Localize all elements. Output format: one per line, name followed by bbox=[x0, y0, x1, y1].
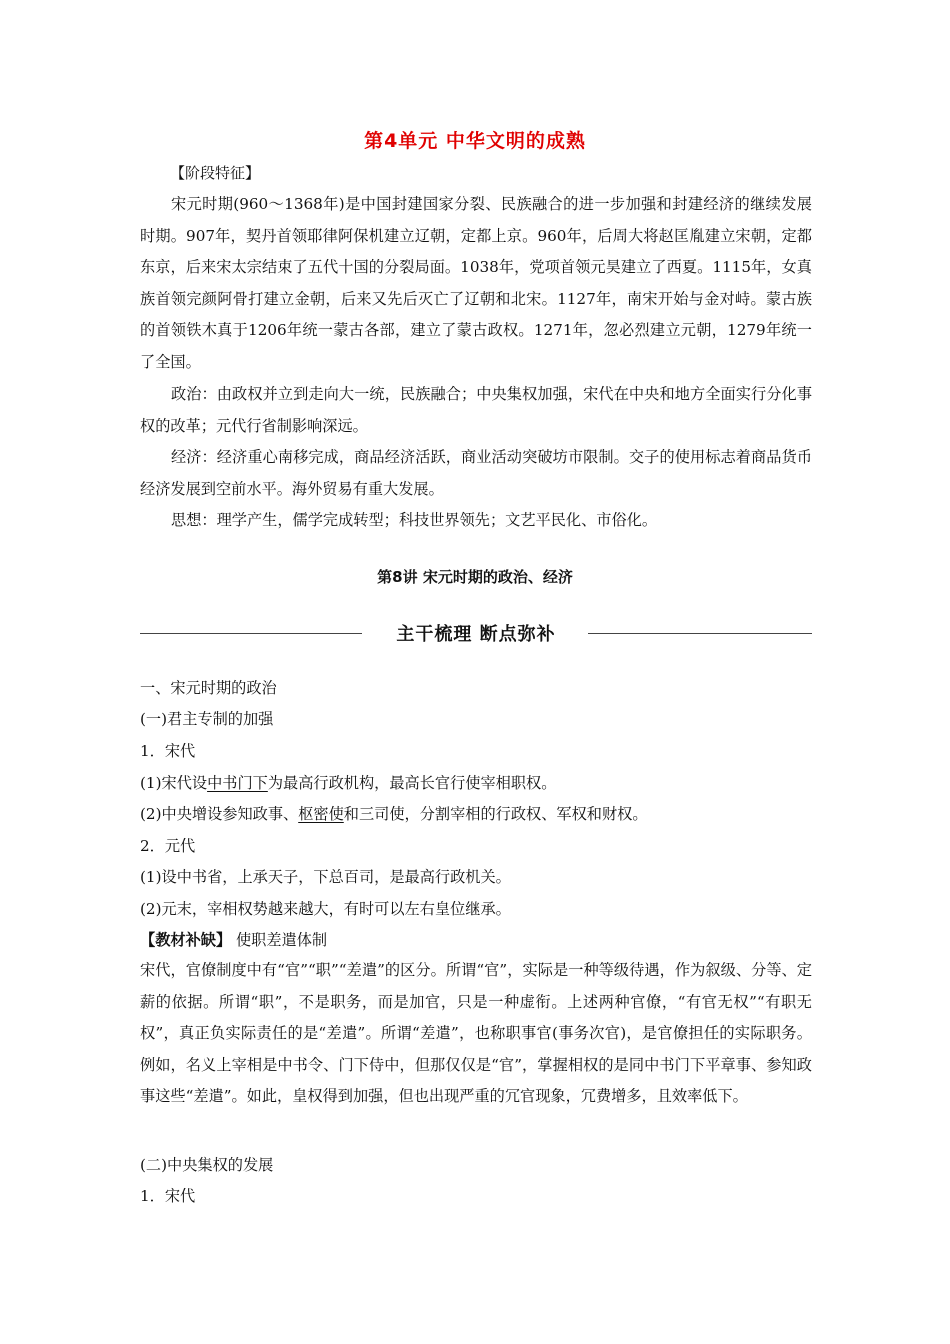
banner-rule-right bbox=[588, 633, 812, 634]
heading-centralization: (二)中央集权的发展 bbox=[140, 1156, 274, 1174]
lecture-title: 第8讲 宋元时期的政治、经济 bbox=[377, 568, 573, 586]
heading-song-b: 1．宋代 bbox=[140, 1187, 196, 1205]
text: 和三司使，分割宰相的行政权、军权和财权。 bbox=[343, 805, 648, 823]
list-item-yuan-2: (2)元末，宰相权势越来越大，有时可以左右皇位继承。 bbox=[140, 900, 511, 918]
intro-paragraph: 宋元时期(960～1368年)是中国封建国家分裂、民族融合的进一步加强和封建经济的继续发展时期。907年，契丹首领耶律阿保机建立辽朝，定都上京。960年，后周大将赵匡胤建立宋朝，定都东京，后来宋太宗结束了五代十国的分裂局面。1038年，党项首领元昊建立了西夏。1115年，女真族首领完颜阿骨打建立金朝，后来又先后灭亡了辽朝和北宋。1127年，南宋开始与金对峙。蒙古族的首领铁木真于1206年统一蒙古各部，建立了蒙古政权。1271年，忽必烈建立元朝，1279年统一了全国。 bbox=[140, 195, 812, 371]
key-term: 中书门下 bbox=[207, 774, 268, 792]
section-banner bbox=[140, 620, 812, 648]
key-term: 枢密使 bbox=[298, 805, 344, 823]
supplement-heading bbox=[140, 929, 327, 950]
unit-title: 第4单元 中华文明的成熟 bbox=[364, 130, 586, 152]
text: (2)中央增设参知政事、 bbox=[140, 805, 299, 823]
supplement-title: 使职差遣体制 bbox=[231, 931, 328, 949]
politics-paragraph: 政治：由政权并立到走向大一统，民族融合；中央集权加强，宋代在中央和地方全面实行分化事权的改革；元代行省制影响深远。 bbox=[140, 385, 812, 435]
banner-label: 主干梳理 断点弥补 bbox=[396, 624, 556, 645]
thought-paragraph: 思想：理学产生，儒学完成转型；科技世界领先；文艺平民化、市俗化。 bbox=[171, 511, 657, 529]
heading-yuan: 2．元代 bbox=[140, 837, 196, 855]
economy-paragraph: 经济：经济重心南移完成，商品经济活跃，商业活动突破坊市限制。交子的使用标志着商品货币经济发展到空前水平。海外贸易有重大发展。 bbox=[140, 448, 812, 498]
supplement-tag: 【教材补缺】 bbox=[140, 931, 232, 949]
text: 为最高行政机构，最高长官行使宰相职权。 bbox=[267, 774, 557, 792]
list-item-song-1 bbox=[140, 772, 556, 793]
stage-features-tag: 【阶段特征】 bbox=[170, 164, 261, 182]
heading-monarchy: (一)君主专制的加强 bbox=[140, 710, 274, 728]
list-item-song-2 bbox=[140, 803, 648, 824]
text: (1)宋代设 bbox=[140, 774, 208, 792]
heading-song-yuan-politics: 一、宋元时期的政治 bbox=[140, 679, 277, 697]
list-item-yuan-1: (1)设中书省，上承天子，下总百司，是最高行政机关。 bbox=[140, 868, 511, 886]
heading-song: 1．宋代 bbox=[140, 742, 196, 760]
supplement-paragraph: 宋代，官僚制度中有“官”“职”“差遣”的区分。所谓“官”，实际是一种等级待遇，作为叙级、分等、定薪的依据。所谓“职”，不是职务，而是加官，只是一种虚衔。上述两种官僚，“有官无权”“有职无权”，真正负实际责任的是“差遣”。所谓“差遣”，也称职事官(事务次官)，是官僚担任的实际职务。例如，名义上宰相是中书令、门下侍中，但那仅仅是“官”，掌握相权的是同中书门下平章事、参知政事这些“差遣”。如此，皇权得到加强，但也出现严重的冗官现象，冗费增多，且效率低下。 bbox=[140, 961, 812, 1105]
